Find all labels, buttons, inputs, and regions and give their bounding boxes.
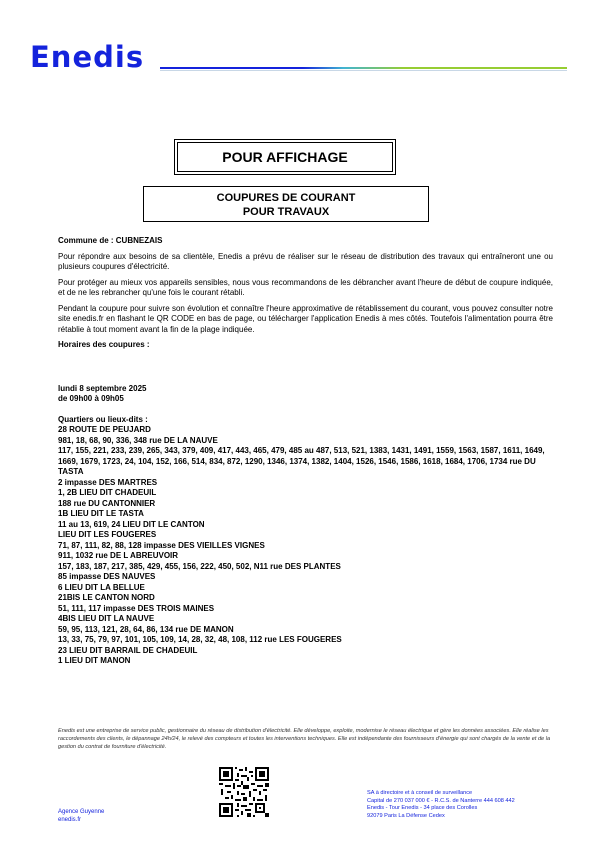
header-rule-thin: [160, 70, 567, 71]
location-item: 85 impasse DES NAUVES: [58, 572, 156, 581]
location-item: 6 LIEU DIT LA BELLUE: [58, 582, 145, 592]
legal-line-4: 92079 Paris La Défense Cedex: [367, 812, 445, 819]
location-item: 157, 183, 187, 217, 385, 429, 455, 156, 222, 450, 502, N11 rue DES PLANTES: [58, 561, 341, 571]
commune-label: Commune de : CUBNEZAIS: [58, 236, 163, 245]
location-item: 981, 18, 68, 90, 336, 348 rue DE LA NAUVE: [58, 435, 218, 445]
location-item: 2 impasse DES MARTRES: [58, 477, 158, 487]
location-item: 188 rue DU CANTONNIER: [58, 498, 156, 508]
footer-legal-block: [367, 790, 515, 820]
header-rule: [160, 67, 567, 69]
agency-name: Agence Guyenne: [58, 809, 105, 815]
outage-time: de 09h00 à 09h05: [58, 394, 124, 403]
legal-line-2: Capital de 270 037 000 € - R.C.S. de Nanterre 444 608 442: [367, 797, 515, 804]
location-item: 1, 2B LIEU DIT CHADEUIL: [58, 488, 157, 497]
location-item: 59, 95, 113, 121, 28, 64, 86, 134 rue DE MANON: [58, 624, 234, 634]
page-title: POUR AFFICHAGE: [222, 149, 348, 165]
quartiers-label: Quartiers ou lieux-dits :: [58, 414, 148, 424]
paragraph-2: Pour protéger au mieux vos appareils sensibles, nous vous recommandons de les débrancher avant l'heure de début de coupure indiquée, et de ne les rebrancher qu'une fois le courant rétabli.: [58, 277, 553, 297]
location-item: 911, 1032 rue DE L ABREUVOIR: [58, 551, 179, 560]
location-item: 117, 155, 221, 233, 239, 265, 343, 379, 409, 417, 443, 465, 479, 485 au 487, 513, 521, 1383, 1431, 1491, 1559, 1563, 1587, 1611, 1649, 1669, 1679, 1723, 24, 104, 152, 166, 514, 834, 872, 1290, 1346, 1374, 1382, 1404, 1526, 1546, 1586, 1618, 1684, 1706, 1734 rue DU TASTA: [58, 446, 545, 476]
location-item: 21BIS LE CANTON NORD: [58, 593, 155, 602]
location-item: LIEU DIT LES FOUGERES: [58, 530, 157, 539]
legal-line-1: SA à directoire et à conseil de surveillance: [367, 790, 473, 796]
location-item: 13, 33, 75, 79, 97, 101, 105, 109, 14, 28, 32, 48, 108, 112 rue LES FOUGERES: [58, 635, 342, 644]
enedis-logo: Enedis: [30, 40, 145, 74]
outage-date: lundi 8 septembre 2025: [58, 383, 147, 393]
location-item: 23 LIEU DIT BARRAIL DE CHADEUIL: [58, 645, 198, 655]
location-item: 71, 87, 111, 82, 88, 128 impasse DES VIEILLES VIGNES: [58, 540, 265, 550]
locations-list: [58, 425, 553, 667]
coupures-title-box: [143, 186, 429, 222]
notice-body: [58, 236, 553, 667]
subtitle-line-1: COUPURES DE COURANT: [216, 192, 356, 204]
qr-code[interactable]: [219, 767, 269, 817]
horaires-label: Horaires des coupures :: [58, 340, 150, 349]
location-item: 1 LIEU DIT MANON: [58, 656, 131, 665]
location-item: 1B LIEU DIT LE TASTA: [58, 509, 144, 518]
location-item: 11 au 13, 619, 24 LIEU DIT LE CANTON: [58, 519, 205, 529]
location-item: 51, 111, 117 impasse DES TROIS MAINES: [58, 603, 215, 613]
subtitle-line-2: POUR TRAVAUX: [242, 206, 330, 218]
affichage-title-box: [177, 142, 393, 172]
legal-footnote: Enedis est une entreprise de service public, gestionnaire du réseau de distribution d'électricité. Elle développe, exploite, modernise le réseau électrique et gère les données associées. Elle réalise les raccordements des clients, le dépannage 24h/24, le relevé des compteurs et toutes les interventions techniques. Elle est indépendante des fournisseurs d'énergie qui sont chargés de la vente et de la gestion du contrat de fourniture d'électricité.: [58, 728, 551, 750]
paragraph-1: Pour répondre aux besoins de sa clientèle, Enedis a prévu de réaliser sur le réseau de distribution des travaux qui entraîneront une ou plusieurs coupures d'électricité.: [58, 251, 553, 271]
location-item: 4BIS LIEU DIT LA NAUVE: [58, 614, 155, 623]
paragraph-3: Pendant la coupure pour suivre son évolution et connaître l'heure approximative de rétablissement du courant, vous pouvez consulter notre site enedis.fr en flashant le QR CODE en bas de page, ou télécharger l'application Enedis à mes côtés. Toutefois l'alimentation pourra être rétablie à tout moment avant la fin de la plage indiquée.: [58, 303, 553, 334]
website-link[interactable]: enedis.fr: [58, 817, 82, 823]
footer-agency-block: [58, 808, 104, 824]
location-item: 28 ROUTE DE PEUJARD: [58, 425, 151, 434]
legal-line-3: Enedis - Tour Enedis - 34 place des Corolles: [367, 805, 478, 812]
